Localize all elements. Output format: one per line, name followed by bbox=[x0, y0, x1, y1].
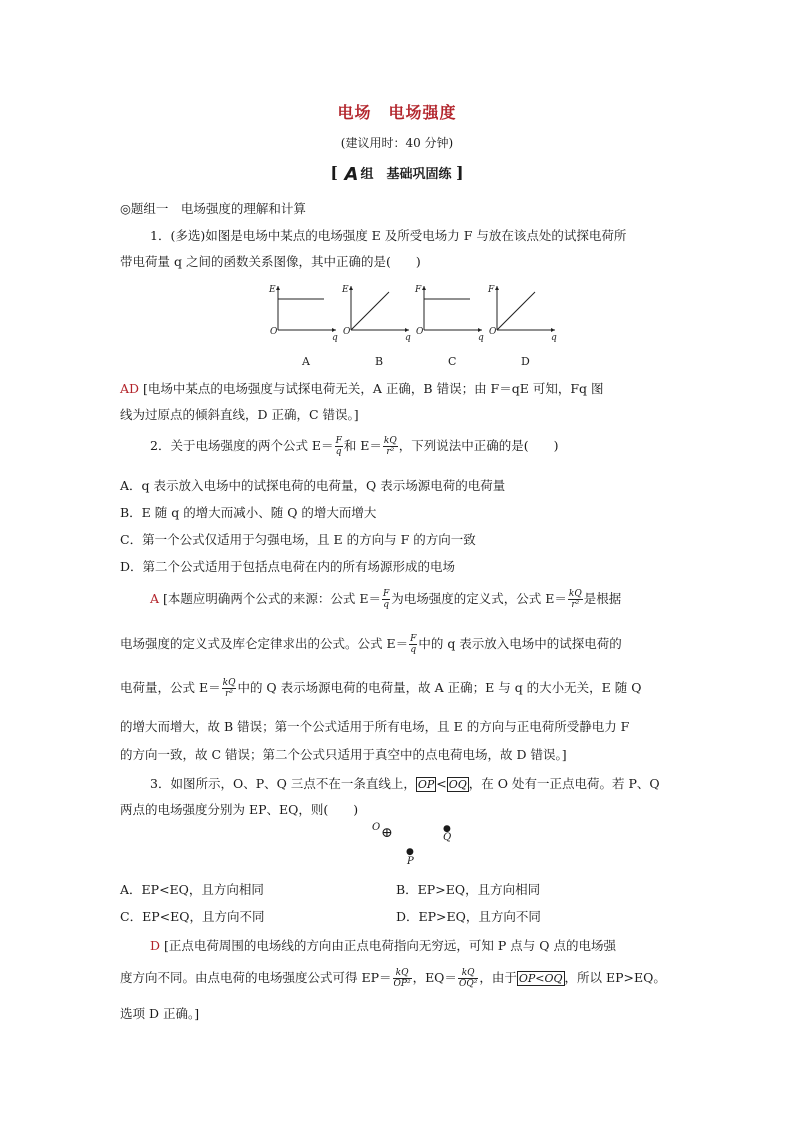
graph-a bbox=[268, 285, 338, 368]
q3-explanation-line1 bbox=[150, 936, 616, 954]
q3-explanation-line2 bbox=[120, 968, 666, 989]
group-letter: A bbox=[344, 164, 359, 185]
data-line bbox=[351, 292, 389, 330]
group-label: 组 基础巩固练 bbox=[360, 167, 452, 182]
option-label: A bbox=[302, 355, 310, 368]
denominator: r² bbox=[225, 689, 233, 699]
formula-kq-over-op2 bbox=[393, 968, 412, 989]
q2-option-b: B．E 随 q 的增大而减小、随 Q 的增大而增大 bbox=[120, 505, 377, 520]
origin-label: O bbox=[489, 327, 497, 337]
q2-e2-part-b: 中的 q 表示放入电场中的试探电荷的 bbox=[418, 636, 622, 651]
positive-charge-icon: ⊕ bbox=[381, 825, 393, 841]
origin-label: O bbox=[343, 327, 351, 337]
q1-graphs-figure bbox=[262, 280, 562, 370]
x-axis-label: q bbox=[478, 333, 484, 343]
x-axis-arrow bbox=[332, 328, 336, 332]
x-axis-arrow bbox=[478, 328, 482, 332]
y-axis-arrow bbox=[495, 286, 499, 290]
q2-answer: A bbox=[150, 591, 160, 606]
bracket-open: [ bbox=[330, 163, 338, 182]
q1-explanation-line2: 线为过原点的倾斜直线，D 正确，C 错误。] bbox=[120, 407, 359, 422]
q3-l1-part-a: 3．如图所示，O、P、Q 三点不在一条直线上， bbox=[150, 776, 416, 791]
oq-length: OQ bbox=[448, 778, 467, 791]
graph-d bbox=[487, 285, 557, 368]
q2-formula-f-over-q bbox=[335, 436, 343, 457]
denominator: q bbox=[410, 645, 417, 655]
q3-e1-text: [正点电荷周围的电场线的方向由正点电荷指向无穷远，可知 P 点与 Q 点的电场强 bbox=[164, 938, 616, 953]
y-axis-arrow bbox=[422, 286, 426, 290]
q2-e1-part-c: 是根据 bbox=[583, 591, 622, 606]
origin-label: O bbox=[416, 327, 424, 337]
numerator: kQ bbox=[568, 589, 582, 599]
q3-answer: D bbox=[150, 938, 161, 953]
op-length: OP bbox=[417, 778, 435, 791]
q3-option-b: B．EP>EQ，且方向相同 bbox=[396, 882, 541, 897]
q3-e2-part-d: ，所以 EP>EQ。 bbox=[564, 970, 666, 985]
q2-stem-part-c: ，下列说法中正确的是( ) bbox=[398, 438, 559, 453]
group-heading bbox=[0, 163, 794, 185]
q2-explanation-line1 bbox=[150, 589, 621, 610]
numerator: kQ bbox=[222, 678, 236, 688]
option-label: B bbox=[375, 355, 384, 368]
q3-l1-part-b: ，在 O 处有一正点电荷。若 P、Q bbox=[468, 776, 660, 791]
denominator: q bbox=[383, 600, 389, 610]
formula-kq-over-r2 bbox=[222, 678, 237, 699]
denominator: OQ² bbox=[458, 979, 478, 989]
q3-stem-line1 bbox=[150, 774, 660, 792]
point-q-label: Q bbox=[443, 832, 452, 843]
less-than-sign: < bbox=[436, 776, 447, 791]
numerator: kQ bbox=[458, 968, 478, 979]
denominator: OP² bbox=[393, 979, 411, 989]
q3-option-a: A．EP<EQ，且方向相同 bbox=[120, 882, 264, 897]
q2-stem-part-a: 2．关于电场强度的两个公式 E＝ bbox=[150, 438, 334, 453]
q3-stem-line2: 两点的电场强度分别为 EP、EQ，则( ) bbox=[120, 802, 359, 817]
suggested-time: (建议用时：40 分钟) bbox=[340, 136, 454, 150]
q2-option-d: D．第二个公式适用于包括点电荷在内的所有场源形成的电场 bbox=[120, 559, 456, 574]
q2-explanation-line4: 的增大而增大，故 B 错误；第一个公式适用于所有电场，且 E 的方向与正电荷所受静电力 F bbox=[120, 719, 630, 734]
y-axis-arrow bbox=[276, 286, 280, 290]
q1-stem-line1: 1．(多选)如图是电场中某点的电场强度 E 及所受电场力 F 与放在该点处的试探电荷所 bbox=[150, 228, 627, 243]
formula-kq-over-r2 bbox=[568, 589, 583, 610]
x-axis-arrow bbox=[405, 328, 409, 332]
q1-explanation-text: [电场中某点的电场强度与试探电荷无关，A 正确，B 错误；由 F＝qE 可知，Fq 图 bbox=[143, 381, 604, 396]
formula-f-over-q bbox=[409, 634, 417, 655]
q2-explanation-line3 bbox=[120, 678, 642, 699]
x-axis-label: q bbox=[551, 333, 557, 343]
point-p-label: P bbox=[407, 856, 414, 867]
q3-option-c: C．EP<EQ，且方向不同 bbox=[120, 909, 265, 924]
origin-label: O bbox=[270, 327, 278, 337]
denominator: r² bbox=[571, 600, 580, 610]
y-axis-label: F bbox=[415, 285, 422, 295]
formula-kq-over-oq2 bbox=[458, 968, 478, 989]
q2-option-a: A．q 表示放入电场中的试探电荷的电荷量，Q 表示场源电荷的电荷量 bbox=[120, 478, 506, 493]
point-o-label: O bbox=[372, 822, 381, 833]
page-title: 电场 电场强度 bbox=[337, 103, 457, 122]
q2-e3-part-a: 电荷量，公式 E＝ bbox=[120, 680, 221, 695]
x-axis-arrow bbox=[551, 328, 555, 332]
q2-formula-kq-over-r2 bbox=[383, 436, 398, 457]
option-label: D bbox=[521, 355, 530, 368]
q3-figure bbox=[370, 820, 460, 870]
q2-e3-part-b: 中的 Q 表示场源电荷的电荷量，故 A 正确；E 与 q 的大小无关，E 随 Q bbox=[237, 680, 642, 695]
q3-e2-part-b: ，EQ＝ bbox=[412, 970, 457, 985]
q3-e2-part-a: 度方向不同。由点电荷的电场强度公式可得 EP＝ bbox=[120, 970, 392, 985]
q2-e2-part-a: 电场强度的定义式及库仑定律求出的公式。公式 E＝ bbox=[120, 636, 409, 651]
q2-stem-part-b: 和 E＝ bbox=[343, 438, 382, 453]
y-axis-label: E bbox=[269, 285, 276, 295]
numerator: F bbox=[335, 436, 342, 446]
numerator: F bbox=[383, 589, 390, 599]
x-axis-label: q bbox=[332, 333, 338, 343]
y-axis-label: E bbox=[342, 285, 349, 295]
denominator: r² bbox=[386, 447, 395, 457]
graph-b bbox=[341, 285, 411, 368]
numerator: kQ bbox=[393, 968, 412, 979]
q3-explanation-line3: 选项 D 正确。] bbox=[120, 1006, 200, 1021]
q1-explanation-line1 bbox=[120, 379, 603, 397]
data-line bbox=[497, 292, 535, 330]
q2-e1-part-a: [本题应明确两个公式的来源：公式 E＝ bbox=[163, 591, 381, 606]
numerator: F bbox=[410, 634, 417, 644]
option-label: C bbox=[448, 355, 457, 368]
op-lt-oq: OP<OQ bbox=[518, 972, 563, 985]
point-p-dot: ● bbox=[406, 847, 414, 857]
q2-option-c: C．第一个公式仅适用于匀强电场，且 E 的方向与 F 的方向一致 bbox=[120, 532, 476, 547]
q3-option-d: D．EP>EQ，且方向不同 bbox=[396, 909, 541, 924]
q2-e1-part-b: 为电场强度的定义式，公式 E＝ bbox=[391, 591, 567, 606]
q3-e2-part-c: ，由于 bbox=[479, 970, 517, 985]
graph-c bbox=[414, 285, 484, 368]
section-heading: ◎题组一 电场强度的理解和计算 bbox=[120, 201, 306, 216]
x-axis-label: q bbox=[405, 333, 411, 343]
numerator: kQ bbox=[383, 436, 397, 446]
q2-explanation-line2 bbox=[120, 634, 622, 655]
q2-stem bbox=[150, 436, 559, 457]
q2-explanation-line5: 的方向一致，故 C 错误；第二个公式只适用于真空中的点电荷电场，故 D 错误。] bbox=[120, 747, 567, 762]
bracket-close: ] bbox=[456, 163, 464, 182]
formula-f-over-q bbox=[382, 589, 390, 610]
y-axis-arrow bbox=[349, 286, 353, 290]
y-axis-label: F bbox=[488, 285, 495, 295]
denominator: q bbox=[335, 447, 342, 457]
point-q-dot: ● bbox=[443, 824, 451, 834]
q1-answer: AD bbox=[120, 381, 140, 396]
q1-stem-line2: 带电荷量 q 之间的函数关系图像，其中正确的是( ) bbox=[120, 254, 421, 269]
